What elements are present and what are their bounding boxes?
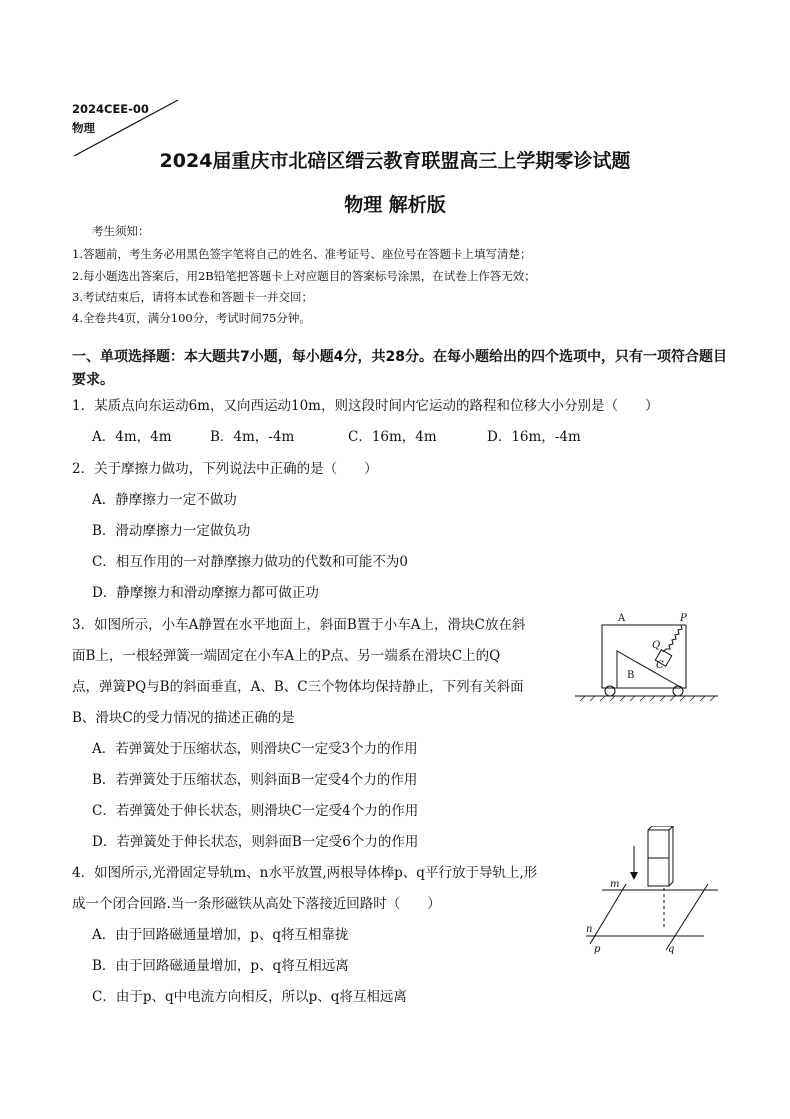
q4-option-a: A．由于回路磁通量增加，p、q将互相靠拢 <box>92 927 349 943</box>
q4-option-c: C．由于p、q中电流方向相反，所以p、q将互相远离 <box>92 989 407 1005</box>
q1-option-c: C．16m，4m <box>348 429 437 445</box>
question-1-stem: 1．某质点向东运动6m，又向西运动10m，则这段时间内它运动的路程和位移大小分别是（ ） <box>72 398 659 414</box>
q3-label-q: Q <box>652 640 661 651</box>
exam-code: 2024CEE-00 <box>72 102 149 116</box>
q3-option-a: A．若弹簧处于压缩状态，则滑块C一定受3个力的作用 <box>92 741 418 757</box>
q2-option-d: D．静摩擦力和滑动摩擦力都可做正功 <box>92 585 319 601</box>
question-3-line: 面B上，一根轻弹簧一端固定在小车A上的P点、另一端系在滑块C上的Q <box>72 648 501 664</box>
q4-label-n: n <box>586 924 593 935</box>
section-heading: 一、单项选择题：本大题共7小题，每小题4分，共28分。在每小题给出的四个选项中，只有一项符合题目要求。 <box>72 349 727 388</box>
q1-option-d: D．16m，-4m <box>487 429 581 445</box>
q2-option-c: C．相互作用的一对静摩擦力做功的代数和可能不为0 <box>92 554 408 570</box>
q4-option-b: B．由于回路磁通量增加，p、q将互相远离 <box>92 958 349 974</box>
q3-option-b: B．若弹簧处于压缩状态，则斜面B一定受4个力的作用 <box>92 772 418 788</box>
question-3-line: B、滑块C的受力情况的描述正确的是 <box>72 710 295 726</box>
question-4-line: 4．如图所示,光滑固定导轨m、n水平放置,两根导体棒p、q平行放于导轨上,形 <box>72 865 538 881</box>
q3-option-d: D．若弹簧处于伸长状态，则斜面B一定受6个力的作用 <box>92 834 419 850</box>
question-4-line: 成一个闭合回路.当一条形磁铁从高处下落接近回路时（ ） <box>72 896 441 912</box>
q4-label-p: p <box>594 944 601 955</box>
q3-cart-figure <box>572 608 722 704</box>
q4-label-q: q <box>668 944 675 955</box>
q2-option-a: A．静摩擦力一定不做功 <box>92 492 237 508</box>
question-2-stem: 2．关于摩擦力做功，下列说法中正确的是（ ） <box>72 461 378 477</box>
q3-label-b: B <box>627 670 635 681</box>
q2-option-b: B．滑动摩擦力一定做负功 <box>92 523 251 539</box>
q4-rails-figure <box>582 826 722 958</box>
question-3-line: 3．如图所示，小车A静置在水平地面上，斜面B置于小车A上，滑块C放在斜 <box>72 617 526 633</box>
question-3-line: 点，弹簧PQ与B的斜面垂直，A、B、C三个物体均保持静止，下列有关斜面 <box>72 679 524 695</box>
exam-subject: 物理 <box>72 121 95 135</box>
q3-label-a: A <box>618 613 626 624</box>
exam-code-block <box>72 100 149 138</box>
notice-item: 2.每小题选出答案后，用2B铅笔把答题卡上对应题目的答案标号涂黑，在试卷上作答无效； <box>72 269 536 283</box>
q3-label-p: P <box>680 613 687 624</box>
notice-item: 4.全卷共4页，满分100分，考试时间75分钟。 <box>72 311 311 325</box>
notice-item: 1.答题前，考生务必用黑色签字笔将自己的姓名、准考证号、座位号在答题卡上填写清楚； <box>72 247 532 261</box>
page-title: 2024届重庆市北碚区缙云教育联盟高三上学期零诊试题 <box>159 150 631 172</box>
notice-item: 3.考试结束后，请将本试卷和答题卡一并交回； <box>72 290 313 304</box>
q3-label-c: C <box>656 660 664 671</box>
notice-heading: 考生须知： <box>92 224 150 238</box>
q3-option-c: C．若弹簧处于伸长状态，则滑块C一定受4个力的作用 <box>92 803 419 819</box>
q4-label-m: m <box>610 879 620 890</box>
q1-option-a: A．4m，4m <box>92 429 172 445</box>
page-subtitle: 物理 解析版 <box>344 194 446 216</box>
q1-option-b: B．4m，-4m <box>210 429 295 445</box>
